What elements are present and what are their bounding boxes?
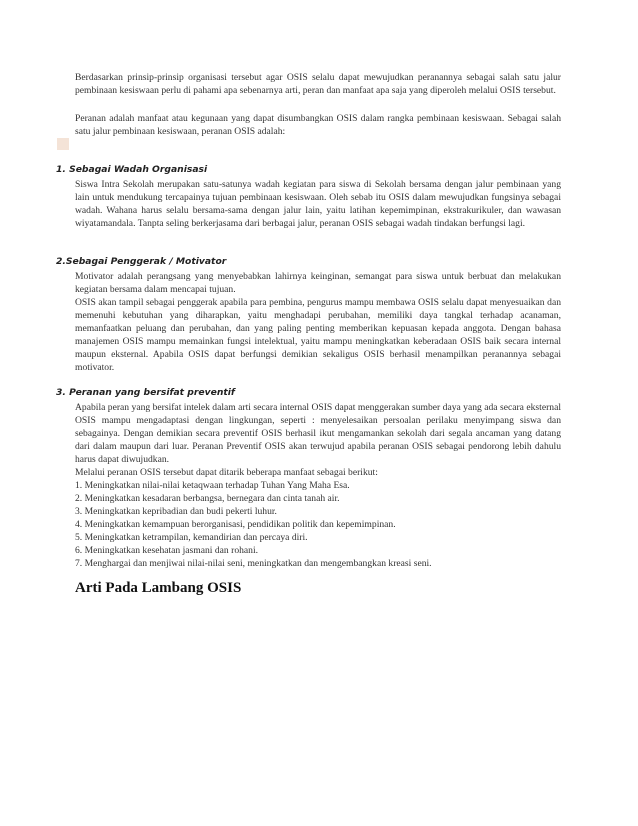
- closing-title: Arti Pada Lambang OSIS: [75, 580, 242, 596]
- bullet-marker-icon: [57, 138, 69, 150]
- section-1-body: Siswa Intra Sekolah merupakan satu-satunya wadah kegiatan para siswa di Sekolah bersama dengan jalur pembinaan yang lain untuk mendukung tercapainya tujuan pembinaan kesiswaan. Oleh sebab itu OSIS dalam mewujudkan fungsinya sebagai wadah. Wahana harus selalu bersama-sama dengan jalur lain, yaitu latihan kepemimpinan, ekstrakurikuler, dan wawasan wiyatamandala. Tanpta seling berkerjasama dari berbagai jalur, peranan OSIS sebagai wadah tindakan berfungsi lagi.: [75, 179, 561, 230]
- section-3-body-2: Melalui peranan OSIS tersebut dapat ditarik beberapa manfaat sebagai berikut:: [75, 467, 378, 478]
- section-2-body-2: OSIS akan tampil sebagai penggerak apabila para pembina, pengurus mampu membawa OSIS selalu dapat menyesuaikan dan memenuhi kebutuhan yang diharapkan, yaitu menghadapi perubahan, memiliki daya tangkal terhadap acanaman, memanfaatkan peluang dan perubahan, dan yang paling penting memberikan kepuasan kepada anggota. Dengan bahasa manajemen OSIS mampu memainkan fungsi intelektual, yaitu mampu meningkatkan keberadaan OSIS baik secara internal maupun eksternal. Apabila OSIS dapat berfungsi demikian sekaligus OSIS berhasil menampilkan peranannya sebagai motivator.: [75, 297, 561, 374]
- intro-paragraph-1: Berdasarkan prinsip-prinsip organisasi tersebut agar OSIS selalu dapat mewujudkan peranannya sebagai salah satu jalur pembinaan kesiswaan perlu di pahami apa sebenarnya arti, peran dan manfaat apa saja yang diperoleh melalui OSIS tersebut.: [75, 72, 561, 97]
- section-3-body-1: Apabila peran yang bersifat intelek dalam arti secara internal OSIS dapat menggerakan sumber daya yang ada secara eksternal OSIS mampu mengadaptasi dengan lingkungan, seperti : menyelesaikan persoalan perilaku menyimpang siswa dan sebagainya. Dengan demikian secara preventif OSIS berhasil ikut mengamankan sekolah dari segala ancaman yang datang dari dalam maupun dari luar. Peranan Preventif OSIS akan terwujud apabila peranan OSIS sebagai pendorong lebih dahulu harus dapat diwujudkan.: [75, 402, 561, 466]
- list-item: 5. Meningkatkan ketrampilan, kemandirian dan percaya diri.: [75, 532, 308, 543]
- section-2-body-1: Motivator adalah perangsang yang menyebabkan lahirnya keinginan, semangat para siswa untuk berbuat dan melakukan kegiatan bersama dalam mencapai tujuan.: [75, 271, 561, 296]
- section-3-heading: 3. Peranan yang bersifat preventif: [56, 387, 235, 398]
- intro-paragraph-2: Peranan adalah manfaat atau kegunaan yang dapat disumbangkan OSIS dalam rangka pembinaan kesiswaan. Sebagai salah satu jalur pembinaan kesiswaan, peranan OSIS adalah:: [75, 113, 561, 138]
- list-item: 4. Meningkatkan kemampuan berorganisasi, pendidikan politik dan kepemimpinan.: [75, 519, 396, 530]
- list-item: 7. Menghargai dan menjiwai nilai-nilai seni, meningkatkan dan mengembangkan kreasi seni.: [75, 558, 432, 569]
- list-item: 3. Meningkatkan kepribadian dan budi pekerti luhur.: [75, 506, 277, 517]
- list-item: 2. Meningkatkan kesadaran berbangsa, bernegara dan cinta tanah air.: [75, 493, 340, 504]
- section-2-heading: 2.Sebagai Penggerak / Motivator: [56, 256, 227, 267]
- section-1-heading: 1. Sebagai Wadah Organisasi: [56, 164, 208, 175]
- list-item: 6. Meningkatkan kesehatan jasmani dan rohani.: [75, 545, 259, 556]
- benefits-list: [75, 479, 561, 570]
- list-item: 1. Meningkatkan nilai-nilai ketaqwaan terhadap Tuhan Yang Maha Esa.: [75, 480, 350, 491]
